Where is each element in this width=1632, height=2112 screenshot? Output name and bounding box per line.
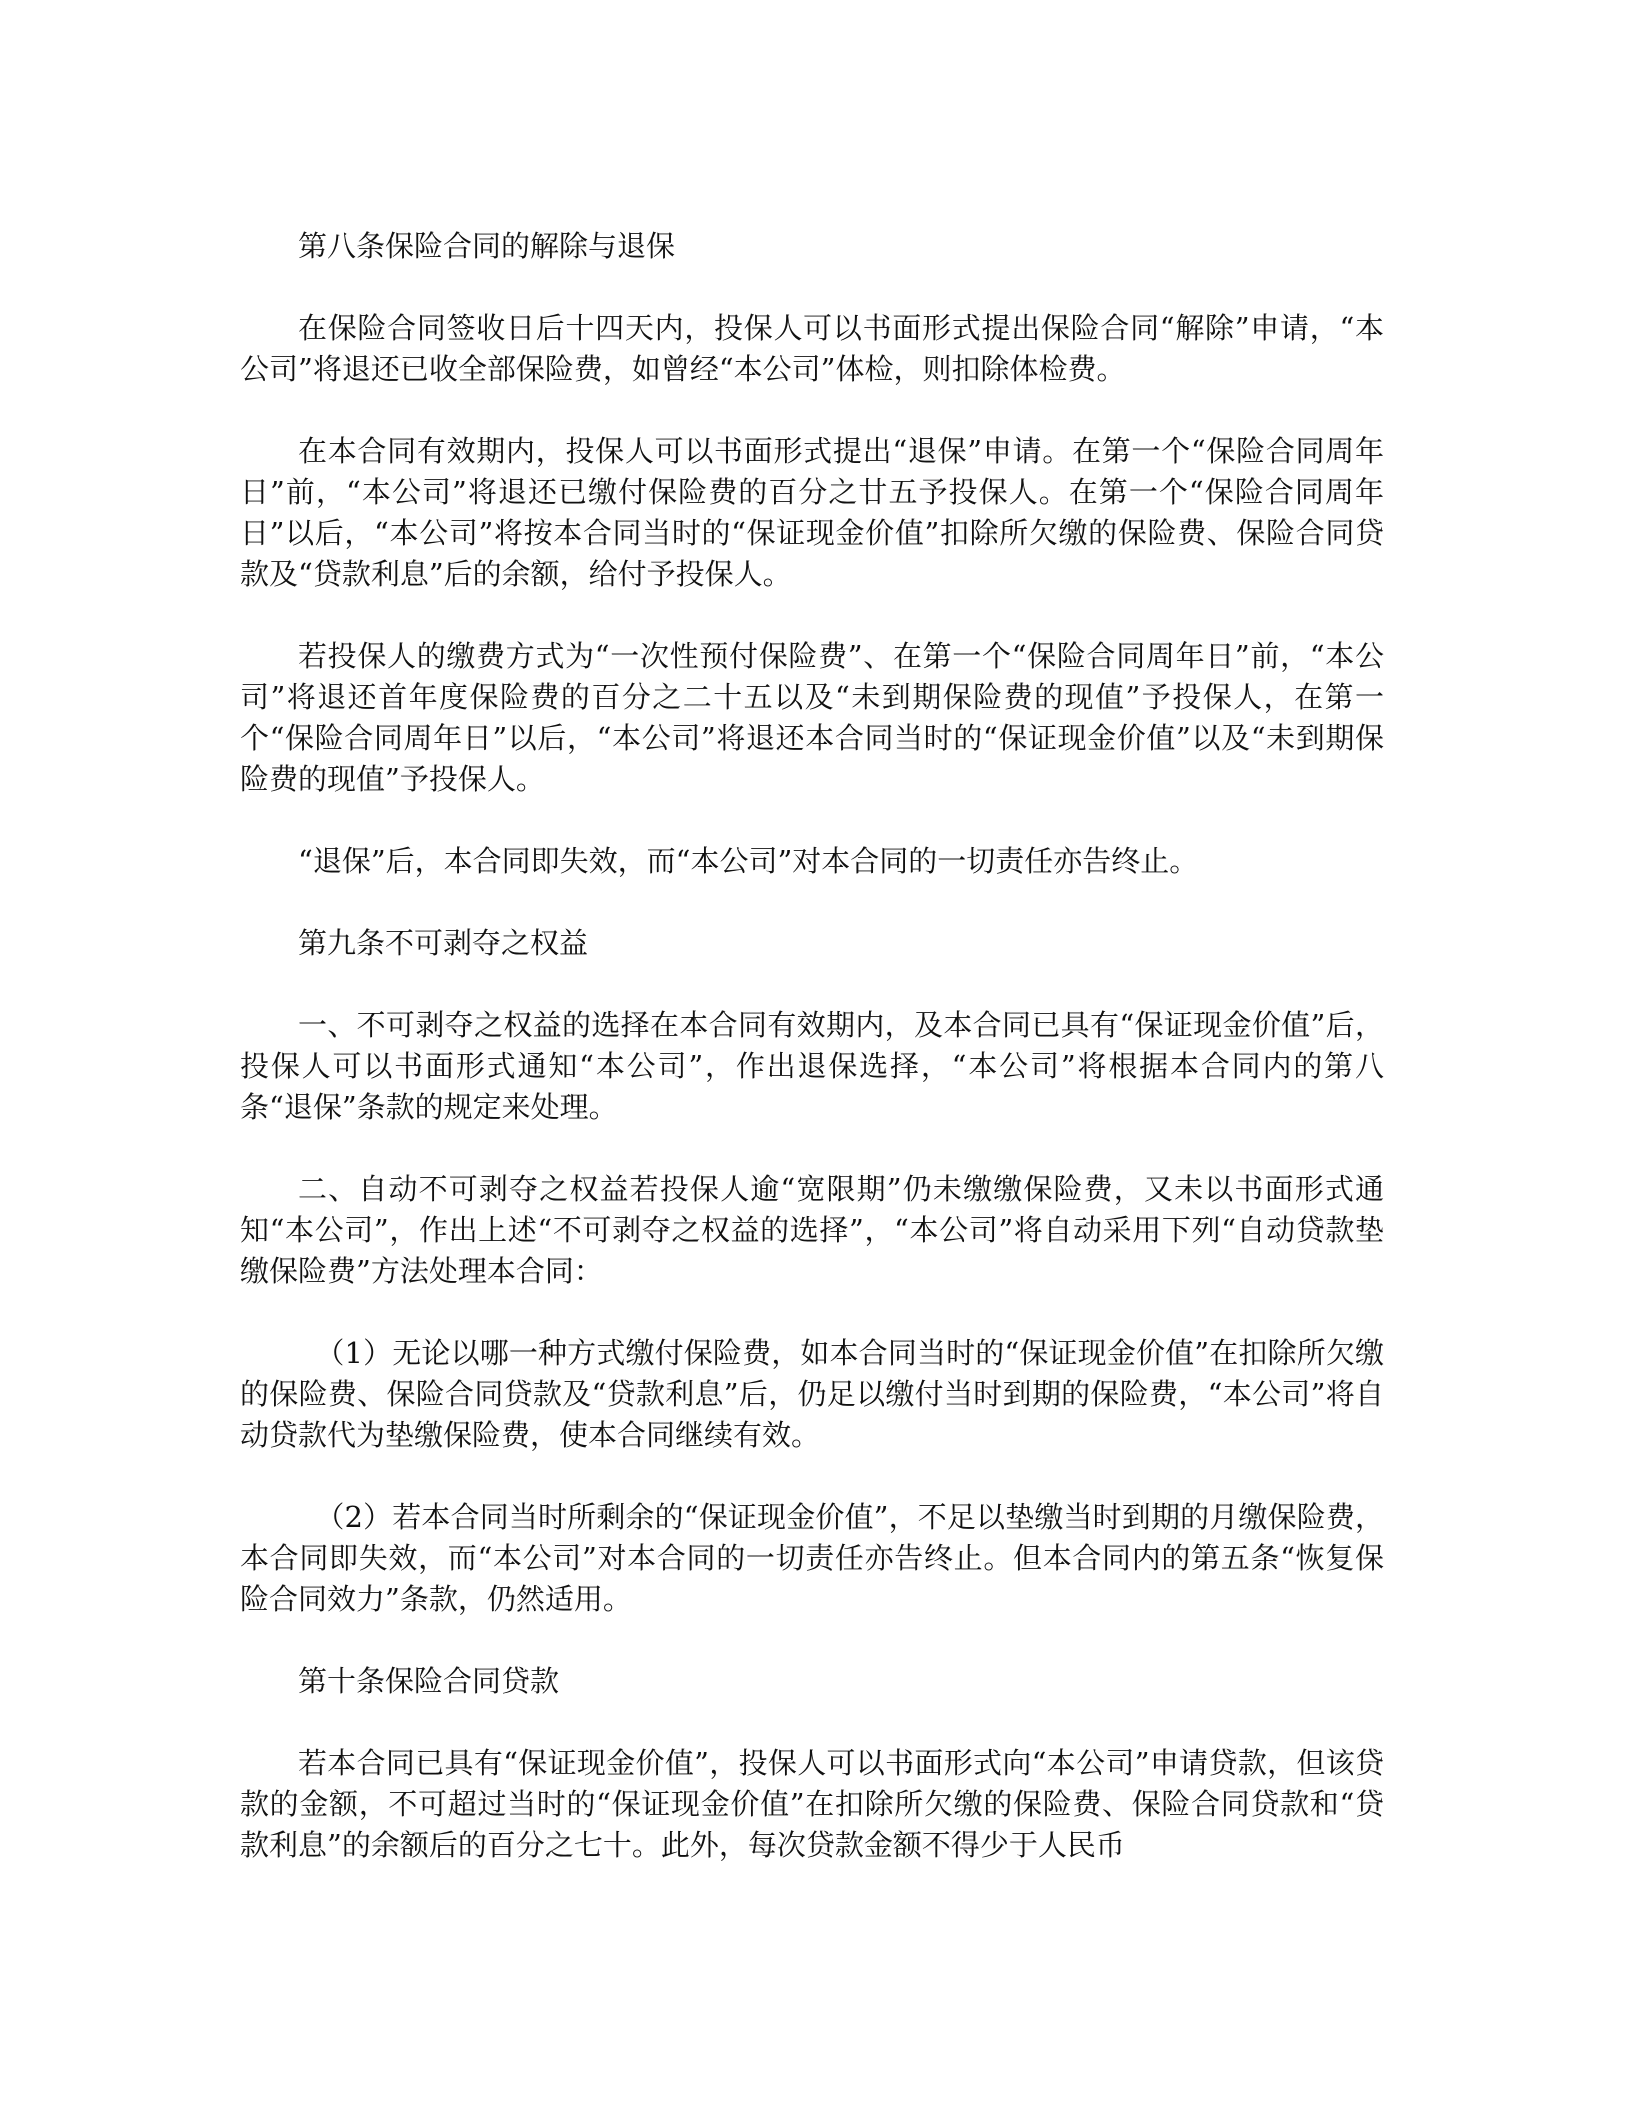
article-8-heading: 第八条保险合同的解除与退保: [298, 229, 676, 263]
article-9-heading: 第九条不可剥夺之权益: [298, 926, 589, 960]
paragraph: 在本合同有效期内，投保人可以书面形式提出“退保”申请。在第一个“保险合同周年日”前，“本公司”将退还已缴付保险费的百分之廿五予投保人。在第一个“保险合同周年日”以后，“本公司”将按本合同当时的“保证现金价值”扣除所欠缴的保险费、保险合同贷款及“贷款利息”后的余额，给付予投保人。: [240, 434, 1384, 591]
paragraph: 一、不可剥夺之权益的选择在本合同有效期内，及本合同已具有“保证现金价值”后，投保人可以书面形式通知“本公司”，作出退保选择，“本公司”将根据本合同内的第八条“退保”条款的规定来处理。: [240, 1008, 1384, 1124]
paragraph: 在保险合同签收日后十四天内，投保人可以书面形式提出保险合同“解除”申请，“本公司”将退还已收全部保险费，如曾经“本公司”体检，则扣除体检费。: [240, 311, 1384, 386]
paragraph: “退保”后，本合同即失效，而“本公司”对本合同的一切责任亦告终止。: [298, 844, 1199, 878]
list-item: （1）无论以哪一种方式缴付保险费，如本合同当时的“保证现金价值”在扣除所欠缴的保险费、保险合同贷款及“贷款利息”后，仍足以缴付当时到期的保险费，“本公司”将自动贷款代为垫缴保险费，使本合同继续有效。: [240, 1336, 1384, 1452]
document-page: [240, 226, 1384, 1907]
list-item: （2）若本合同当时所剩余的“保证现金价值”，不足以垫缴当时到期的月缴保险费，本合同即失效，而“本公司”对本合同的一切责任亦告终止。但本合同内的第五条“恢复保险合同效力”条款，仍然适用。: [240, 1500, 1384, 1616]
paragraph: 若本合同已具有“保证现金价值”，投保人可以书面形式向“本公司”申请贷款，但该贷款的金额，不可超过当时的“保证现金价值”在扣除所欠缴的保险费、保险合同贷款和“贷款利息”的余额后的百分之七十。此外，每次贷款金额不得少于人民币: [240, 1746, 1384, 1862]
paragraph: 若投保人的缴费方式为“一次性预付保险费”、在第一个“保险合同周年日”前，“本公司”将退还首年度保险费的百分之二十五以及“未到期保险费的现值”予投保人，在第一个“保险合同周年日”以后，“本公司”将退还本合同当时的“保证现金价值”以及“未到期保险费的现值”予投保人。: [240, 639, 1384, 796]
article-10-heading: 第十条保险合同贷款: [298, 1664, 560, 1698]
paragraph: 二、自动不可剥夺之权益若投保人逾“宽限期”仍未缴缴保险费，又未以书面形式通知“本公司”，作出上述“不可剥夺之权益的选择”，“本公司”将自动采用下列“自动贷款垫缴保险费”方法处理本合同：: [240, 1172, 1384, 1288]
